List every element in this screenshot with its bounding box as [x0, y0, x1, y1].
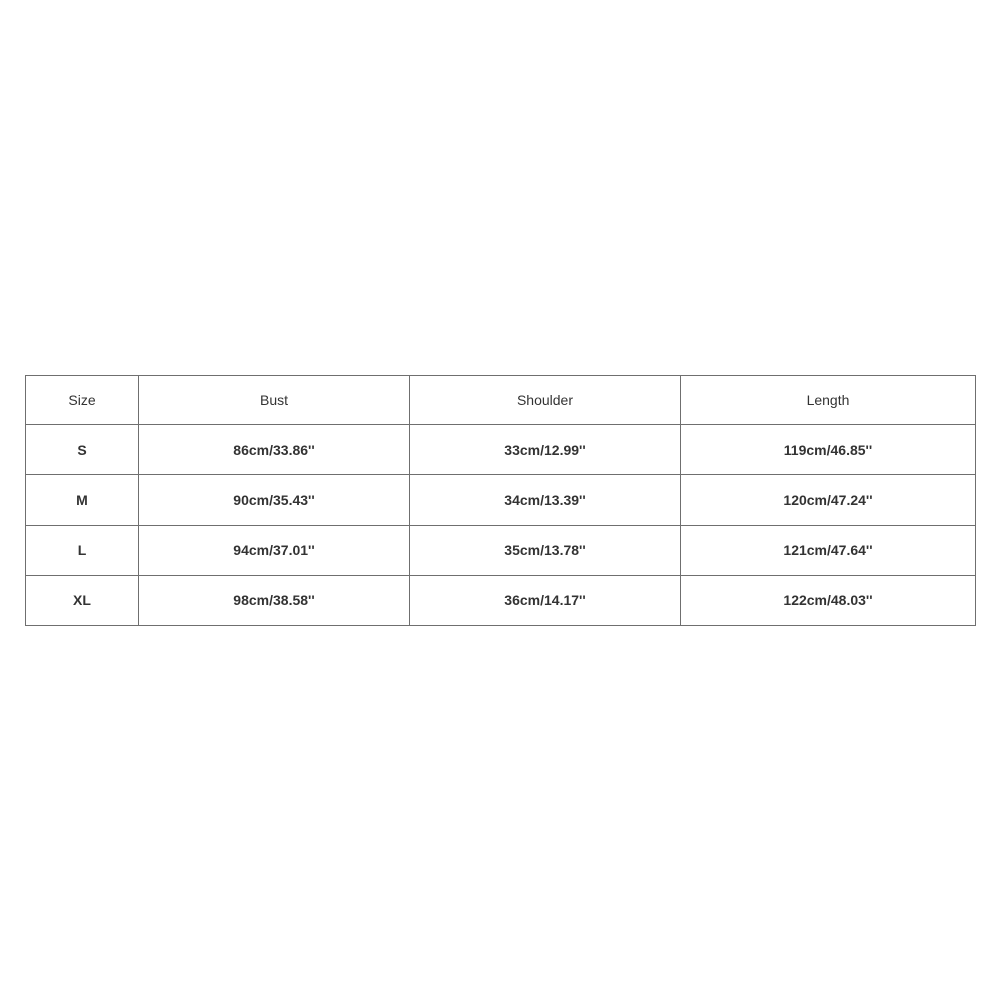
cell-shoulder: 35cm/13.78''	[410, 525, 681, 575]
cell-length: 122cm/48.03''	[681, 575, 976, 625]
cell-bust: 94cm/37.01''	[139, 525, 410, 575]
table-row	[26, 525, 976, 575]
cell-shoulder: 33cm/12.99''	[410, 425, 681, 475]
cell-bust: 90cm/35.43''	[139, 475, 410, 525]
table-row	[26, 575, 976, 625]
header-shoulder: Shoulder	[410, 376, 681, 425]
size-chart-table	[25, 375, 976, 626]
table-row	[26, 425, 976, 475]
cell-size: XL	[26, 575, 139, 625]
cell-length: 119cm/46.85''	[681, 425, 976, 475]
cell-bust: 86cm/33.86''	[139, 425, 410, 475]
header-size: Size	[26, 376, 139, 425]
cell-size: M	[26, 475, 139, 525]
table-row	[26, 475, 976, 525]
cell-length: 120cm/47.24''	[681, 475, 976, 525]
table-header-row	[26, 376, 976, 425]
header-bust: Bust	[139, 376, 410, 425]
cell-size: S	[26, 425, 139, 475]
cell-size: L	[26, 525, 139, 575]
cell-length: 121cm/47.64''	[681, 525, 976, 575]
header-length: Length	[681, 376, 976, 425]
cell-shoulder: 34cm/13.39''	[410, 475, 681, 525]
cell-shoulder: 36cm/14.17''	[410, 575, 681, 625]
cell-bust: 98cm/38.58''	[139, 575, 410, 625]
